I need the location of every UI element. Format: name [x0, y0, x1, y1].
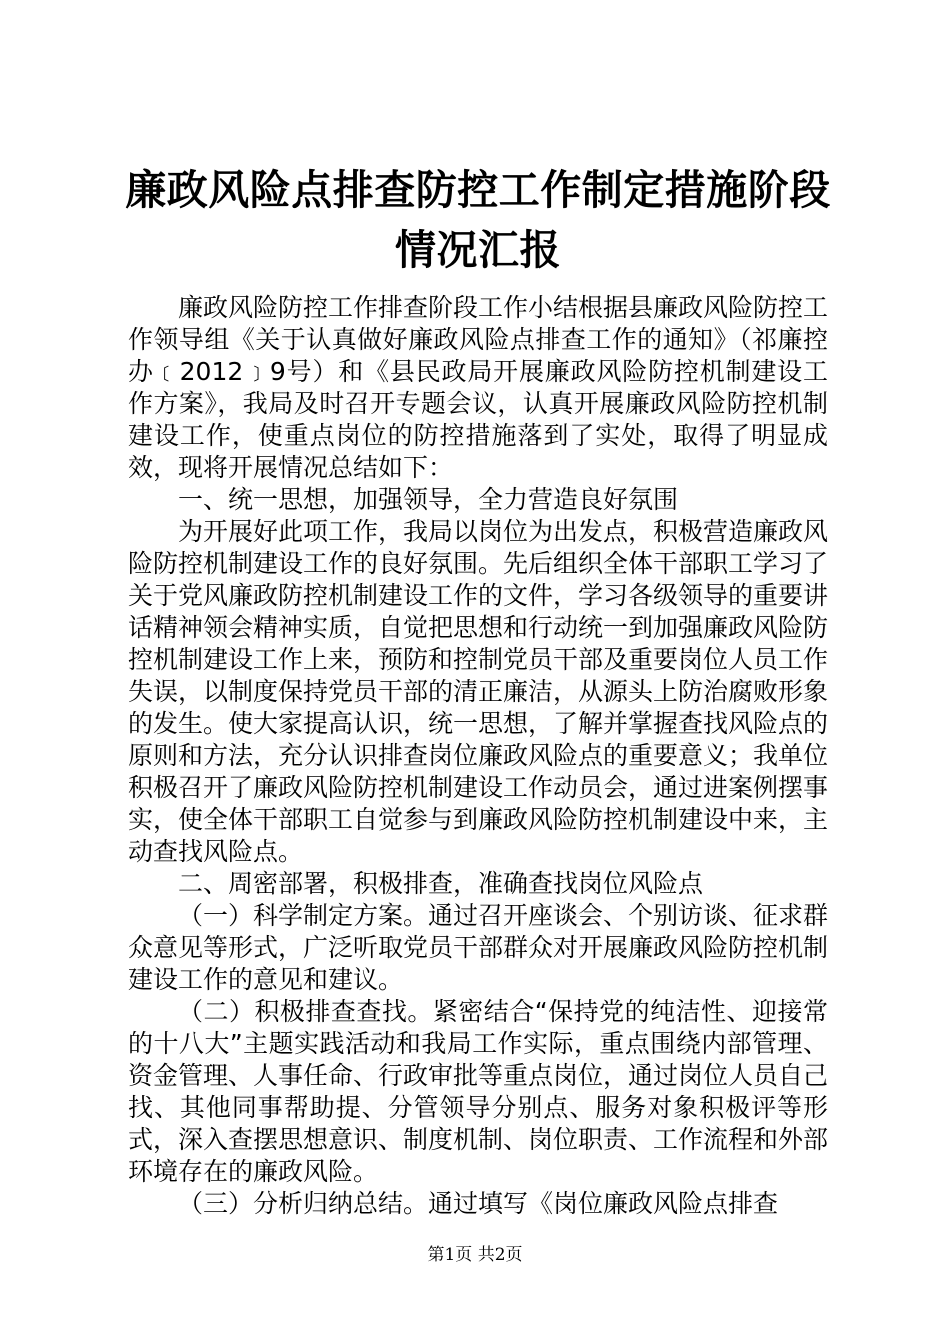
intro-paragraph: 廉政风险防控工作排查阶段工作小结根据县廉政风险防控工作领导组《关于认真做好廉政风险点排查工作的通知》（祁廉控办﹝2012﹞9号）和《县民政局开展廉政风险防控机制建设工作方案》，我局及时召开专题会议，认真开展廉政风险防控机制建设工作，使重点岗位的防控措施落到了实处，取得了明显成效，现将开展情况总结如下：: [128, 293, 829, 482]
section-heading-2: 二、周密部署，积极排查，准确查找岗位风险点: [178, 869, 704, 898]
document-body: [128, 292, 828, 1220]
document-title: 廉政风险点排查防控工作制定措施阶段情况汇报: [125, 166, 831, 274]
subsection-3-paragraph: （三）分析归纳总结。通过填写《岗位廉政风险点排查: [178, 1189, 779, 1218]
subsection-1-paragraph: （一）科学制定方案。通过召开座谈会、个别访谈、征求群众意见等形式，广泛听取党员干部群众对开展廉政风险防控机制建设工作的意见和建议。: [128, 901, 829, 994]
section-heading-1: 一、统一思想，加强领导，全力营造良好氛围: [178, 485, 679, 514]
page-number-footer: 第1页 共2页: [427, 1245, 523, 1265]
section-1-paragraph: 为开展好此项工作，我局以岗位为出发点，积极营造廉政风险防控机制建设工作的良好氛围。先后组织全体干部职工学习了关于党风廉政防控机制建设工作的文件，学习各级领导的重要讲话精神领会精神实质，自觉把思想和行动统一到加强廉政风险防控机制建设工作上来，预防和控制党员干部及重要岗位人员工作失误，以制度保持党员干部的清正廉洁，从源头上防治腐败形象的发生。使大家提高认识，统一思想，了解并掌握查找风险点的原则和方法，充分认识排查岗位廉政风险点的重要意义；我单位积极召开了廉政风险防控机制建设工作动员会，通过进案例摆事实，使全体干部职工自觉参与到廉政风险防控机制建设中来，主动查找风险点。: [128, 517, 829, 866]
subsection-2-paragraph: （二）积极排查查找。紧密结合“保持党的纯洁性、迎接常的十八大”主题实践活动和我局工作实际，重点围绕内部管理、资金管理、人事任命、行政审批等重点岗位，通过岗位人员自己找、其他同事帮助提、分管领导分别点、服务对象积极评等形式，深入查摆思想意识、制度机制、岗位职责、工作流程和外部环境存在的廉政风险。: [128, 997, 829, 1186]
